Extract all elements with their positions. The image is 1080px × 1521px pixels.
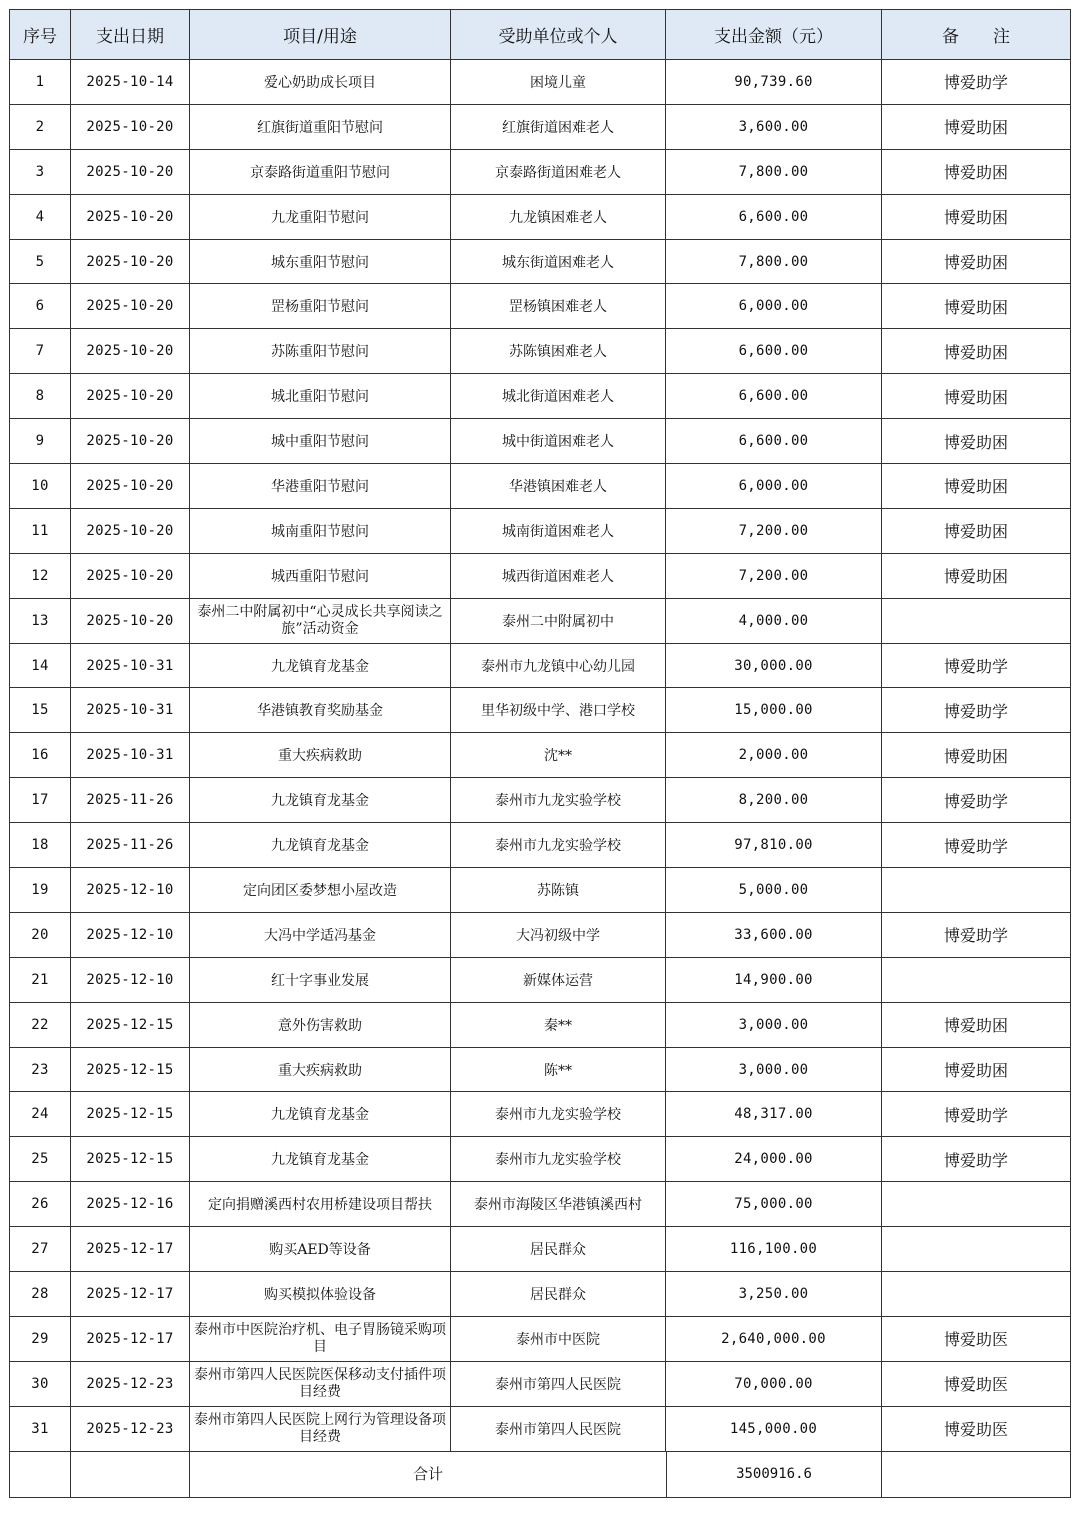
row-recipient: 华港镇困难老人 <box>451 464 666 509</box>
row-note <box>882 598 1071 643</box>
row-item: 定向捐赠溪西村农用桥建设项目帮扶 <box>190 1182 451 1227</box>
row-item: 红旗街道重阳节慰问 <box>190 104 451 149</box>
row-note <box>882 868 1071 913</box>
row-recipient: 沈** <box>451 733 666 778</box>
row-amount: 3,000.00 <box>666 1047 882 1092</box>
row-note: 博爱助困 <box>882 733 1071 778</box>
table-row <box>10 1047 1071 1092</box>
header-date: 支出日期 <box>71 10 190 60</box>
table-row <box>10 104 1071 149</box>
row-seq: 6 <box>10 284 71 329</box>
row-note: 博爱助学 <box>882 1137 1071 1182</box>
row-note: 博爱助医 <box>882 1361 1071 1406</box>
row-seq: 18 <box>10 823 71 868</box>
row-amount: 90,739.60 <box>666 60 882 105</box>
row-item: 罡杨重阳节慰问 <box>190 284 451 329</box>
row-note: 博爱助困 <box>882 284 1071 329</box>
row-date: 2025-10-20 <box>71 464 190 509</box>
row-seq: 15 <box>10 688 71 733</box>
row-item: 九龙镇育龙基金 <box>190 823 451 868</box>
table-row <box>10 508 1071 553</box>
row-item: 苏陈重阳节慰问 <box>190 329 451 374</box>
header-recipient: 受助单位或个人 <box>451 10 666 60</box>
table-row <box>10 464 1071 509</box>
row-date: 2025-10-20 <box>71 598 190 643</box>
row-note: 博爱助学 <box>882 60 1071 105</box>
row-amount: 97,810.00 <box>666 823 882 868</box>
row-seq: 1 <box>10 60 71 105</box>
row-amount: 2,640,000.00 <box>666 1316 882 1361</box>
row-recipient: 里华初级中学、港口学校 <box>451 688 666 733</box>
row-date: 2025-12-23 <box>71 1406 190 1451</box>
total-amount: 3500916.6 <box>736 1465 812 1482</box>
row-date: 2025-10-31 <box>71 688 190 733</box>
row-item: 华港重阳节慰问 <box>190 464 451 509</box>
total-row <box>10 1451 1071 1497</box>
row-recipient: 泰州市九龙实验学校 <box>451 1137 666 1182</box>
row-item: 泰州二中附属初中“心灵成长共享阅读之旅”活动资金 <box>190 598 451 643</box>
row-recipient: 京泰路街道困难老人 <box>451 149 666 194</box>
row-recipient: 困境儿童 <box>451 60 666 105</box>
row-amount: 3,250.00 <box>666 1272 882 1317</box>
table-row <box>10 553 1071 598</box>
table-row <box>10 329 1071 374</box>
row-date: 2025-12-10 <box>71 957 190 1002</box>
row-seq: 14 <box>10 643 71 688</box>
row-recipient: 红旗街道困难老人 <box>451 104 666 149</box>
row-note: 博爱助困 <box>882 194 1071 239</box>
row-seq: 4 <box>10 194 71 239</box>
table-row <box>10 823 1071 868</box>
row-amount: 5,000.00 <box>666 868 882 913</box>
row-seq: 12 <box>10 553 71 598</box>
table-row <box>10 419 1071 464</box>
row-date: 2025-12-15 <box>71 1047 190 1092</box>
table-row <box>10 374 1071 419</box>
row-note: 博爱助困 <box>882 104 1071 149</box>
row-date: 2025-10-20 <box>71 419 190 464</box>
row-note: 博爱助困 <box>882 374 1071 419</box>
row-recipient: 泰州市九龙实验学校 <box>451 1092 666 1137</box>
row-date: 2025-12-15 <box>71 1137 190 1182</box>
row-recipient: 城北街道困难老人 <box>451 374 666 419</box>
row-seq: 29 <box>10 1316 71 1361</box>
total-empty-note <box>882 1451 1071 1497</box>
row-amount: 6,000.00 <box>666 284 882 329</box>
row-seq: 5 <box>10 239 71 284</box>
row-date: 2025-10-20 <box>71 194 190 239</box>
expense-table-wrapper <box>9 9 1071 1498</box>
row-seq: 16 <box>10 733 71 778</box>
total-label-and-amount <box>190 1451 882 1497</box>
row-recipient: 新媒体运营 <box>451 957 666 1002</box>
total-empty-seq <box>10 1451 71 1497</box>
row-date: 2025-10-20 <box>71 284 190 329</box>
table-header <box>10 10 1071 60</box>
row-amount: 70,000.00 <box>666 1361 882 1406</box>
table-row <box>10 643 1071 688</box>
row-amount: 6,600.00 <box>666 374 882 419</box>
row-item: 九龙镇育龙基金 <box>190 643 451 688</box>
row-amount: 7,200.00 <box>666 553 882 598</box>
row-seq: 24 <box>10 1092 71 1137</box>
expense-table <box>9 9 1071 1498</box>
table-row <box>10 149 1071 194</box>
row-amount: 3,000.00 <box>666 1002 882 1047</box>
row-note: 博爱助学 <box>882 643 1071 688</box>
row-note: 博爱助困 <box>882 149 1071 194</box>
table-row <box>10 1182 1071 1227</box>
row-seq: 30 <box>10 1361 71 1406</box>
row-seq: 31 <box>10 1406 71 1451</box>
row-amount: 7,800.00 <box>666 239 882 284</box>
row-seq: 22 <box>10 1002 71 1047</box>
row-note: 博爱助医 <box>882 1316 1071 1361</box>
row-recipient: 泰州市九龙镇中心幼儿园 <box>451 643 666 688</box>
row-date: 2025-10-20 <box>71 149 190 194</box>
row-amount: 6,000.00 <box>666 464 882 509</box>
row-date: 2025-10-20 <box>71 239 190 284</box>
row-date: 2025-12-15 <box>71 1002 190 1047</box>
row-recipient: 泰州市第四人民医院 <box>451 1361 666 1406</box>
row-recipient: 城西街道困难老人 <box>451 553 666 598</box>
table-footer <box>10 1451 1071 1497</box>
row-item: 定向团区委梦想小屋改造 <box>190 868 451 913</box>
row-date: 2025-10-20 <box>71 329 190 374</box>
header-amount: 支出金额（元） <box>666 10 882 60</box>
row-seq: 7 <box>10 329 71 374</box>
row-note: 博爱助学 <box>882 912 1071 957</box>
row-item: 意外伤害救助 <box>190 1002 451 1047</box>
row-recipient: 泰州二中附属初中 <box>451 598 666 643</box>
row-seq: 19 <box>10 868 71 913</box>
row-recipient: 罡杨镇困难老人 <box>451 284 666 329</box>
row-item: 九龙镇育龙基金 <box>190 778 451 823</box>
table-row <box>10 194 1071 239</box>
row-seq: 11 <box>10 508 71 553</box>
row-date: 2025-12-17 <box>71 1316 190 1361</box>
row-date: 2025-10-20 <box>71 508 190 553</box>
header-item: 项目/用途 <box>190 10 451 60</box>
row-amount: 3,600.00 <box>666 104 882 149</box>
table-row <box>10 1316 1071 1361</box>
row-amount: 33,600.00 <box>666 912 882 957</box>
table-row <box>10 957 1071 1002</box>
row-date: 2025-12-17 <box>71 1272 190 1317</box>
row-recipient: 苏陈镇困难老人 <box>451 329 666 374</box>
row-recipient: 苏陈镇 <box>451 868 666 913</box>
row-seq: 3 <box>10 149 71 194</box>
row-amount: 6,600.00 <box>666 419 882 464</box>
table-row <box>10 688 1071 733</box>
row-note: 博爱助学 <box>882 688 1071 733</box>
row-recipient: 城中街道困难老人 <box>451 419 666 464</box>
row-date: 2025-10-20 <box>71 553 190 598</box>
row-seq: 27 <box>10 1227 71 1272</box>
row-seq: 10 <box>10 464 71 509</box>
row-recipient: 泰州市第四人民医院 <box>451 1406 666 1451</box>
row-date: 2025-10-20 <box>71 104 190 149</box>
table-row <box>10 284 1071 329</box>
row-recipient: 泰州市海陵区华港镇溪西村 <box>451 1182 666 1227</box>
table-row <box>10 1092 1071 1137</box>
row-amount: 75,000.00 <box>666 1182 882 1227</box>
row-date: 2025-12-10 <box>71 912 190 957</box>
row-date: 2025-10-31 <box>71 643 190 688</box>
row-note: 博爱助医 <box>882 1406 1071 1451</box>
row-amount: 24,000.00 <box>666 1137 882 1182</box>
row-amount: 116,100.00 <box>666 1227 882 1272</box>
row-date: 2025-11-26 <box>71 778 190 823</box>
row-item: 红十字事业发展 <box>190 957 451 1002</box>
row-recipient: 城南街道困难老人 <box>451 508 666 553</box>
row-seq: 23 <box>10 1047 71 1092</box>
row-date: 2025-12-16 <box>71 1182 190 1227</box>
row-item: 大冯中学适冯基金 <box>190 912 451 957</box>
row-recipient: 陈** <box>451 1047 666 1092</box>
row-amount: 6,600.00 <box>666 194 882 239</box>
row-recipient: 泰州市九龙实验学校 <box>451 823 666 868</box>
row-item: 城东重阳节慰问 <box>190 239 451 284</box>
table-row <box>10 778 1071 823</box>
row-item: 九龙镇育龙基金 <box>190 1137 451 1182</box>
row-recipient: 城东街道困难老人 <box>451 239 666 284</box>
row-amount: 2,000.00 <box>666 733 882 778</box>
row-note: 博爱助困 <box>882 1002 1071 1047</box>
row-note <box>882 1227 1071 1272</box>
row-recipient: 泰州市中医院 <box>451 1316 666 1361</box>
header-note: 备 注 <box>882 10 1071 60</box>
row-recipient: 秦** <box>451 1002 666 1047</box>
row-item: 京泰路街道重阳节慰问 <box>190 149 451 194</box>
row-amount: 6,600.00 <box>666 329 882 374</box>
row-note: 博爱助学 <box>882 1092 1071 1137</box>
row-note: 博爱助困 <box>882 553 1071 598</box>
row-amount: 15,000.00 <box>666 688 882 733</box>
table-body <box>10 60 1071 1452</box>
row-note: 博爱助困 <box>882 464 1071 509</box>
row-amount: 14,900.00 <box>666 957 882 1002</box>
row-date: 2025-12-15 <box>71 1092 190 1137</box>
row-item: 城北重阳节慰问 <box>190 374 451 419</box>
total-empty-date <box>71 1451 190 1497</box>
row-note: 博爱助学 <box>882 823 1071 868</box>
row-note <box>882 1272 1071 1317</box>
row-item: 泰州市中医院治疗机、电子胃肠镜采购项目 <box>190 1316 451 1361</box>
row-item: 重大疾病救助 <box>190 1047 451 1092</box>
row-note <box>882 957 1071 1002</box>
row-seq: 25 <box>10 1137 71 1182</box>
row-item: 购买模拟体验设备 <box>190 1272 451 1317</box>
row-seq: 20 <box>10 912 71 957</box>
table-row <box>10 912 1071 957</box>
row-item: 华港镇教育奖励基金 <box>190 688 451 733</box>
table-row <box>10 733 1071 778</box>
row-amount: 7,200.00 <box>666 508 882 553</box>
table-row <box>10 1406 1071 1451</box>
row-date: 2025-12-17 <box>71 1227 190 1272</box>
table-row <box>10 868 1071 913</box>
row-recipient: 居民群众 <box>451 1227 666 1272</box>
row-amount: 48,317.00 <box>666 1092 882 1137</box>
row-seq: 9 <box>10 419 71 464</box>
row-date: 2025-10-20 <box>71 374 190 419</box>
row-seq: 8 <box>10 374 71 419</box>
header-seq: 序号 <box>10 10 71 60</box>
row-seq: 13 <box>10 598 71 643</box>
row-date: 2025-11-26 <box>71 823 190 868</box>
table-row <box>10 239 1071 284</box>
row-seq: 26 <box>10 1182 71 1227</box>
row-recipient: 居民群众 <box>451 1272 666 1317</box>
row-date: 2025-10-31 <box>71 733 190 778</box>
row-amount: 8,200.00 <box>666 778 882 823</box>
row-item: 泰州市第四人民医院医保移动支付插件项目经费 <box>190 1361 451 1406</box>
table-row <box>10 1361 1071 1406</box>
row-amount: 145,000.00 <box>666 1406 882 1451</box>
row-item: 城西重阳节慰问 <box>190 553 451 598</box>
row-recipient: 九龙镇困难老人 <box>451 194 666 239</box>
table-row <box>10 1137 1071 1182</box>
row-date: 2025-12-23 <box>71 1361 190 1406</box>
row-recipient: 泰州市九龙实验学校 <box>451 778 666 823</box>
row-amount: 7,800.00 <box>666 149 882 194</box>
row-note: 博爱助困 <box>882 508 1071 553</box>
total-label: 合计 <box>190 1452 667 1497</box>
row-seq: 21 <box>10 957 71 1002</box>
header-row <box>10 10 1071 60</box>
row-amount: 4,000.00 <box>666 598 882 643</box>
row-seq: 17 <box>10 778 71 823</box>
row-seq: 28 <box>10 1272 71 1317</box>
row-item: 泰州市第四人民医院上网行为管理设备项目经费 <box>190 1406 451 1451</box>
row-date: 2025-10-14 <box>71 60 190 105</box>
row-date: 2025-12-10 <box>71 868 190 913</box>
row-item: 城中重阳节慰问 <box>190 419 451 464</box>
row-item: 重大疾病救助 <box>190 733 451 778</box>
row-note: 博爱助学 <box>882 778 1071 823</box>
row-item: 购买AED等设备 <box>190 1227 451 1272</box>
table-row <box>10 1272 1071 1317</box>
row-seq: 2 <box>10 104 71 149</box>
row-note: 博爱助困 <box>882 419 1071 464</box>
row-amount: 30,000.00 <box>666 643 882 688</box>
row-note <box>882 1182 1071 1227</box>
row-item: 九龙重阳节慰问 <box>190 194 451 239</box>
row-note: 博爱助困 <box>882 239 1071 284</box>
table-row <box>10 60 1071 105</box>
row-item: 城南重阳节慰问 <box>190 508 451 553</box>
row-note: 博爱助困 <box>882 1047 1071 1092</box>
table-row <box>10 1227 1071 1272</box>
row-item: 爱心奶助成长项目 <box>190 60 451 105</box>
row-note: 博爱助困 <box>882 329 1071 374</box>
row-recipient: 大冯初级中学 <box>451 912 666 957</box>
row-item: 九龙镇育龙基金 <box>190 1092 451 1137</box>
table-row <box>10 1002 1071 1047</box>
table-row <box>10 598 1071 643</box>
